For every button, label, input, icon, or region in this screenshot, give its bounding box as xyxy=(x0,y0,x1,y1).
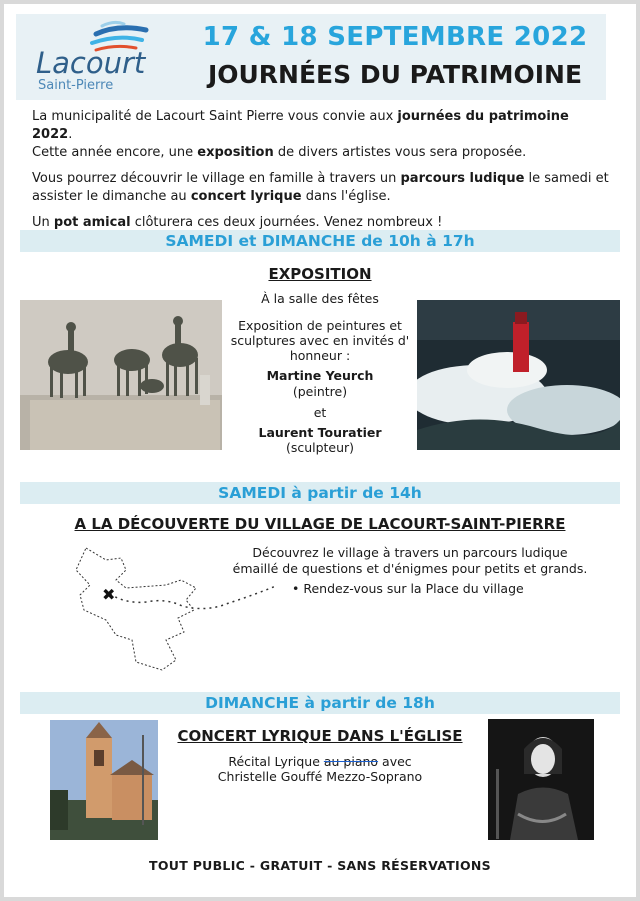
svg-text:✖: ✖ xyxy=(102,585,116,604)
singer-image xyxy=(488,719,594,840)
camel-sculpture-image xyxy=(20,300,222,450)
guest-and: et xyxy=(313,405,327,420)
exhibition-location: À la salle des fêtes xyxy=(261,291,379,306)
exhibition-heading: EXPOSITION xyxy=(268,265,372,283)
village-description-line1: Découvrez le village à travers un parcours ludique xyxy=(252,545,568,560)
date-title: 17 & 18 SEPTEMBRE 2022 xyxy=(202,22,588,52)
intro-paragraph-1: La municipalité de Lacourt Saint Pierre vous convie aux journées du patrimoine 2022. Cette année encore, une exposition de divers artistes vous sera proposée. xyxy=(32,109,569,160)
village-description-line2: émaillé de questions et d'énigmes pour petits et grands. xyxy=(232,561,588,576)
village-heading: A LA DÉCOUVERTE DU VILLAGE DE LACOURT-SAINT-PIERRE xyxy=(74,515,566,533)
section-band-concert: DIMANCHE à partir de 18h xyxy=(20,692,620,714)
church-image xyxy=(50,720,158,840)
concert-recital-line: Récital Lyrique au piano avec xyxy=(228,754,412,769)
intro-paragraph-2: Vous pourrez découvrir le village en famille à travers un parcours ludique le samedi et assister le dimanche au concert lyrique dans l'église. xyxy=(32,171,609,204)
event-title: JOURNÉES DU PATRIMOINE xyxy=(207,60,583,89)
lighthouse-painting-image xyxy=(417,300,620,450)
footer-note: TOUT PUBLIC - GRATUIT - SANS RÉSERVATIONS xyxy=(149,858,491,873)
section-band-village: SAMEDI à partir de 14h xyxy=(20,482,620,504)
logo-subname: Saint-Pierre xyxy=(38,78,114,93)
section-band-exhibition: SAMEDI et DIMANCHE de 10h à 17h xyxy=(20,230,620,252)
guest-sculptor-name: Laurent Touratier xyxy=(258,425,382,440)
exhibition-description: Exposition de peintures et sculptures avec en invités d' honneur : xyxy=(230,318,410,363)
village-map-image xyxy=(66,540,306,680)
guest-sculptor-role: (sculpteur) xyxy=(285,440,355,455)
meeting-point: • Rendez-vous sur la Place du village xyxy=(292,581,524,596)
guest-painter-name: Martine Yeurch xyxy=(266,368,374,383)
guest-painter-role: (peintre) xyxy=(292,384,348,399)
logo-name: Lacourt xyxy=(36,46,146,80)
concert-heading: CONCERT LYRIQUE DANS L'ÉGLISE xyxy=(177,727,463,745)
intro-text xyxy=(32,108,612,240)
concert-singer: Christelle Gouffé Mezzo-Soprano xyxy=(217,769,423,784)
intro-paragraph-3: Un pot amical clôturera ces deux journées. Venez nombreux ! xyxy=(32,215,443,230)
